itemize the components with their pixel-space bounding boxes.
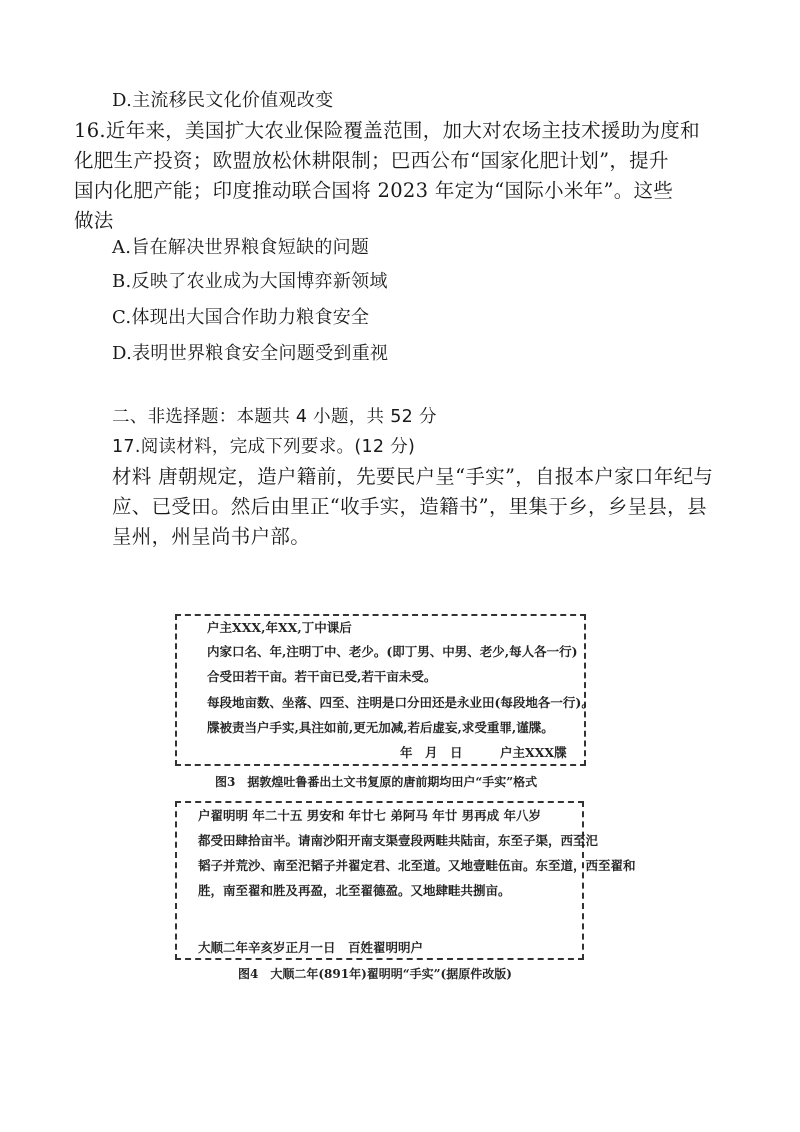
q16-option-d: D.表明世界粮食安全问题受到重视 [112, 343, 389, 364]
q17-material-line-3: 呈州，州呈尚书户部。 [112, 525, 311, 548]
section2-heading: 二、非选择题：本题共 4 小题，共 52 分 [112, 407, 437, 427]
q17-title: 17.阅读材料，完成下列要求。(12 分) [112, 437, 416, 457]
figure4-caption: 图4 大顺二年(891年)翟明明“手实”(据原件改版) [238, 967, 512, 981]
q16-option-a: A.旨在解决世界粮食短缺的问题 [112, 237, 370, 258]
figure3-line-1: 户主XXX,年XX,丁中课后 [207, 620, 352, 635]
q17-material-line-2: 应、已受田。然后由里正“收手实，造籍书”，里集于乡，乡呈县，县 [112, 495, 707, 518]
q16-option-c: C.体现出大国合作助力粮食安全 [112, 307, 370, 328]
figure4-line-5: 大顺二年辛亥岁正月一日 百姓翟明明户 [198, 940, 424, 955]
figure3-line-3: 合受田若干亩。若干亩已受,若干亩未受。 [207, 669, 437, 684]
figure4-line-4: 胜，南至翟和胜及再盈，北至翟德盈。又地肆畦共捌亩。 [198, 883, 511, 898]
q15-option-d: D.主流移民文化价值观改变 [112, 90, 334, 111]
figure3-line-4: 每段地亩数、坐落、四至、注明是口分田还是永业田(每段地各一行)。 [207, 695, 594, 710]
figure4-line-2: 都受田肆拾亩半。请南沙阳开南支渠壹段两畦共陆亩，东至子渠，西至汜 [198, 833, 599, 848]
figure3-date-line: 年 月 日 户主XXX牒 [400, 745, 567, 760]
figure3-caption: 图3 据敦煌吐鲁番出土文书复原的唐前期均田户“手实”格式 [215, 775, 538, 789]
q17-material-line-1: 材料 唐朝规定，造户籍前，先要民户呈“手实”，自报本户家口年纪与 [112, 465, 714, 488]
q16-stem-line-3: 国内化肥产能；印度推动联合国将 2023 年定为“国际小米年”。这些 [74, 179, 674, 202]
figure4-line-1: 户翟明明 年二十五 男安和 年廿七 弟阿马 年廿 男再成 年八岁 [198, 808, 541, 823]
q16-stem-line-1: 16.近年来，美国扩大农业保险覆盖范围，加大对农场主技术援助为度和 [74, 119, 700, 142]
q16-stem-line-2: 化肥生产投资；欧盟放松休耕限制；巴西公布“国家化肥计划”，提升 [74, 149, 669, 172]
q16-stem-line-4: 做法 [74, 209, 114, 232]
figure3-line-2: 内家口名、年,注明丁中、老少。(即丁男、中男、老少,每人各一行) [207, 644, 578, 659]
figure4-line-3: 韬子并荒沙、南至汜韬子并翟定君、北至道。又地壹畦伍亩。东至道，西至翟和 [198, 858, 636, 873]
q16-option-b: B.反映了农业成为大国博弈新领域 [112, 271, 388, 292]
figure3-line-5: 牒被责当户手实,具注如前,更无加减,若后虚妄,求受重罪,谨牒。 [207, 720, 554, 735]
